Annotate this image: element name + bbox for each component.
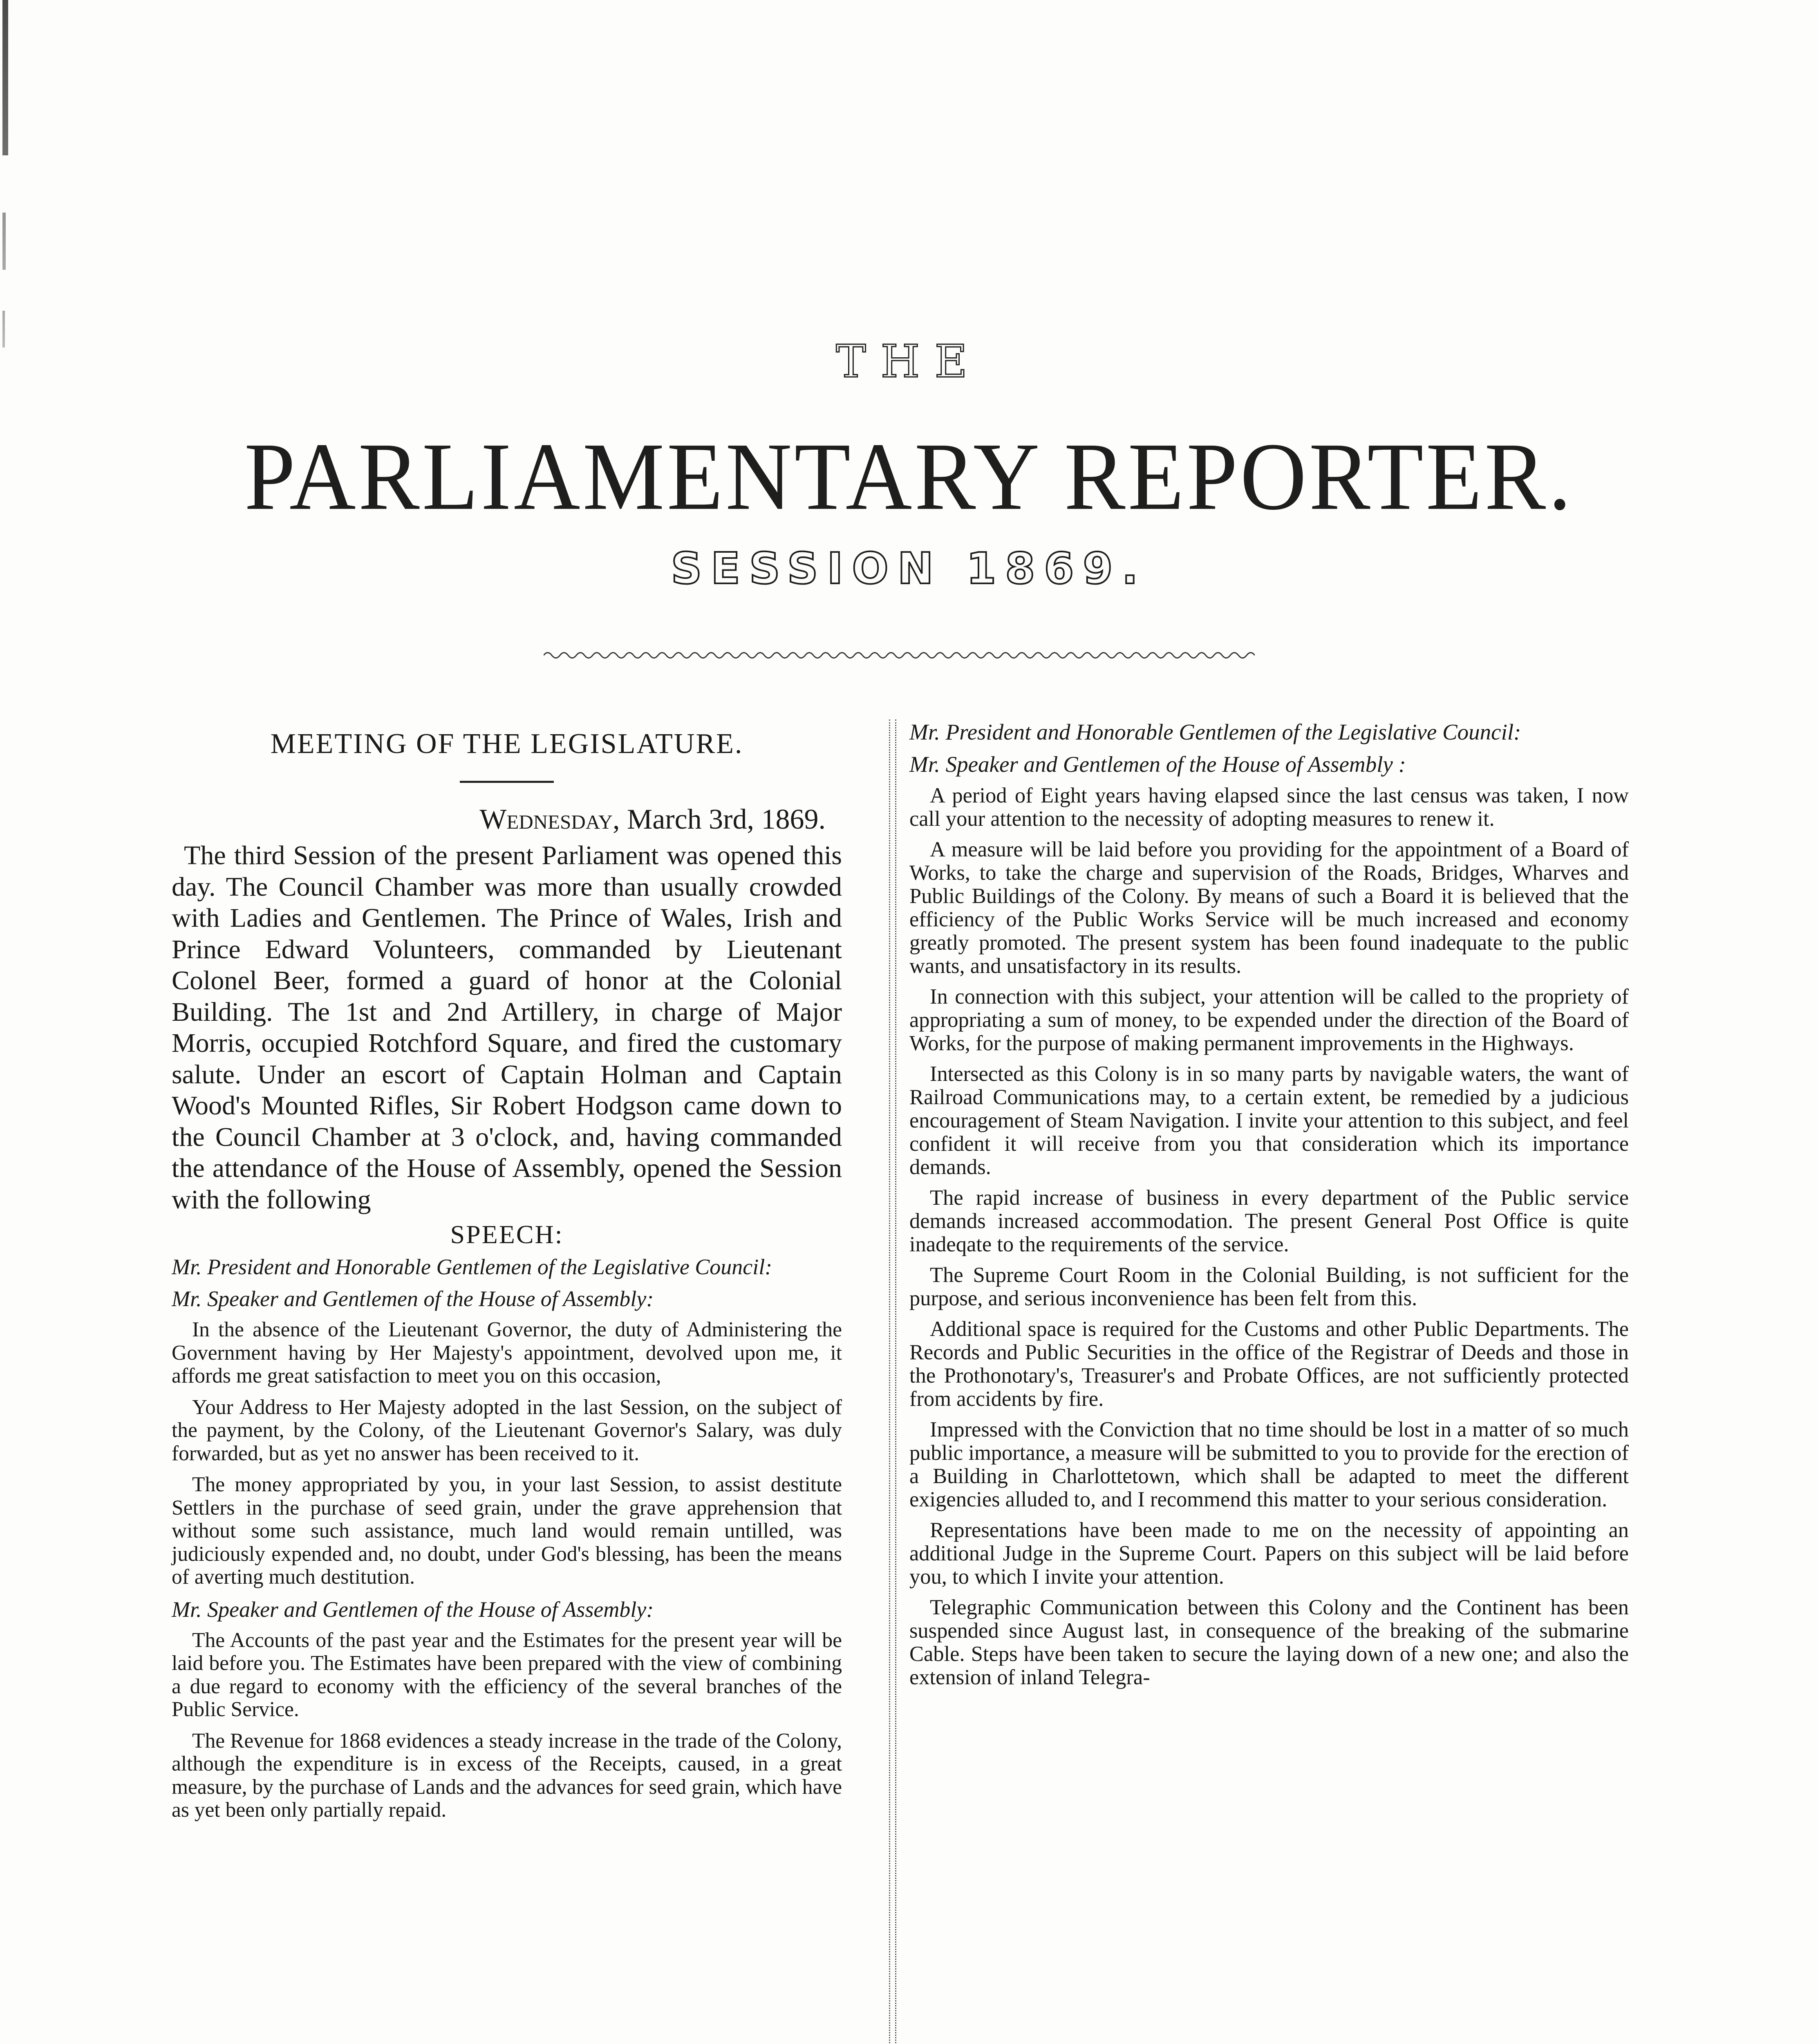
address-assembly: Mr. Speaker and Gentlemen of the House of Assembly:	[172, 1286, 654, 1311]
scan-edge-mark	[2, 0, 8, 155]
left-column	[172, 719, 842, 1830]
masthead-the: THE	[836, 335, 982, 388]
speech-paragraph: The Revenue for 1868 evidences a steady increase in the trade of the Colony, although the expenditure is in excess of the Receipts, caused, in a great measure, by the purchase of Lands and the advances for seed grain, which have as yet been only partially repaid.	[172, 1729, 842, 1822]
address-assembly: Mr. Speaker and Gentlemen of the House of Assembly:	[172, 1597, 654, 1622]
dateline-day: Wednesday,	[479, 804, 620, 835]
ornamental-rule	[544, 650, 1255, 661]
speech-paragraph: Impressed with the Conviction that no time should be lost in a matter of so much public importance, a measure will be submitted to you to provide for the erection of a Building in Charlottetown, which shall be adapted to meet the different exigencies alluded to, and I recommend this matter to your serious consideration.	[909, 1418, 1629, 1511]
address-council: Mr. President and Honorable Gentlemen of the Legislative Council:	[172, 1255, 772, 1279]
address-council: Mr. President and Honorable Gentlemen of the Legislative Council:	[909, 719, 1521, 744]
speech-paragraph: The Supreme Court Room in the Colonial Building, is not sufficient for the purpose, and serious inconvenience has been felt from this.	[909, 1263, 1629, 1310]
scan-edge-mark	[2, 213, 6, 270]
section-heading: MEETING OF THE LEGISLATURE.	[270, 728, 743, 760]
column-divider	[889, 719, 890, 2044]
short-rule	[460, 781, 554, 783]
masthead-title: PARLIAMENTARY REPORTER.	[244, 422, 1574, 530]
dateline-date: March 3rd, 1869.	[627, 804, 826, 835]
speech-paragraph: In the absence of the Lieutenant Governor, the duty of Administering the Government having by Her Majesty's appointment, devolved upon me, it affords me great satisfaction to meet you on this occasion,	[172, 1318, 842, 1387]
speech-paragraph: Intersected as this Colony is in so many parts by navigable waters, the want of Railroad Communications may, to a certain extent, be remedied by a judicious encouragement of Steam Navigation. I invite your attention to this subject, and feel confident it will receive from you that consideration which its importance demands.	[909, 1062, 1629, 1179]
speech-paragraph: Your Address to Her Majesty adopted in the last Session, on the subject of the payment, by the Colony, of the Lieutenant Governor's Salary, was duly forwarded, but as yet no answer has been received to it.	[172, 1395, 842, 1465]
address-assembly: Mr. Speaker and Gentlemen of the House of Assembly :	[909, 752, 1406, 777]
speech-paragraph: A measure will be laid before you providing for the appointment of a Board of Works, to take the charge and supervision of the Roads, Bridges, Wharves and Public Buildings of the Colony. By means of such a Board it is believed that the efficiency of the Public Works Service will be much increased and economy greatly promoted. The present system has been found inadequate to the public wants, and unsatisfactory in its results.	[909, 838, 1629, 978]
speech-paragraph: In connection with this subject, your attention will be called to the propriety of appropriating a sum of money, to be expended under the direction of the Board of Works, for the purpose of making permanent improvements in the Highways.	[909, 985, 1629, 1055]
right-column	[909, 719, 1629, 1697]
dateline	[172, 803, 842, 836]
column-divider	[895, 719, 896, 2044]
speech-paragraph: Representations have been made to me on the necessity of appointing an additional Judge in the Supreme Court. Papers on this subject will be laid before you, to which I invite your attention.	[909, 1518, 1629, 1589]
masthead-session: SESSION 1869.	[671, 544, 1147, 594]
speech-paragraph: The rapid increase of business in every department of the Public service demands increased accommodation. The present General Post Office is quite inadeqate to the requirements of the service.	[909, 1186, 1629, 1256]
speech-paragraph: A period of Eight years having elapsed since the last census was taken, I now call your attention to the necessity of adopting measures to renew it.	[909, 784, 1629, 831]
speech-paragraph: Telegraphic Communication between this Colony and the Continent has been suspended since August last, in consequence of the breaking of the submarine Cable. Steps have been taken to secure the laying down of a new one; and also the extension of inland Telegra-	[909, 1596, 1629, 1689]
speech-paragraph: The money appropriated by you, in your last Session, to assist destitute Settlers in the purchase of seed grain, under the grave apprehension that without some such assistance, much land would remain untilled, was judiciously expended and, no doubt, under God's blessing, has been the means of averting much destitution.	[172, 1473, 842, 1589]
lead-paragraph: The third Session of the present Parliament was opened this day. The Council Chamber was more than usually crowded with Ladies and Gentlemen. The Prince of Wales, Irish and Prince Edward Volunteers, commanded by Lieutenant Colonel Beer, formed a guard of honor at the Colonial Building. The 1st and 2nd Artillery, in charge of Major Morris, occupied Rotchford Square, and fired the customary salute. Under an escort of Captain Holman and Captain Wood's Mounted Rifles, Sir Robert Hodgson came down to the Council Chamber at 3 o'clock, and, having commanded the attendance of the House of Assembly, opened the Session with the following	[172, 840, 842, 1215]
speech-heading: SPEECH:	[450, 1220, 564, 1249]
speech-paragraph: Additional space is required for the Customs and other Public Departments. The Records and Public Securities in the office of the Registrar of Deeds and those in the Prothonotary's, Treasurer's and Probate Offices, are not sufficiently protected from accidents by fire.	[909, 1317, 1629, 1411]
speech-paragraph: The Accounts of the past year and the Estimates for the present year will be laid before you. The Estimates have been prepared with the view of combining a due regard to economy with the efficiency of the several branches of the Public Service.	[172, 1628, 842, 1721]
